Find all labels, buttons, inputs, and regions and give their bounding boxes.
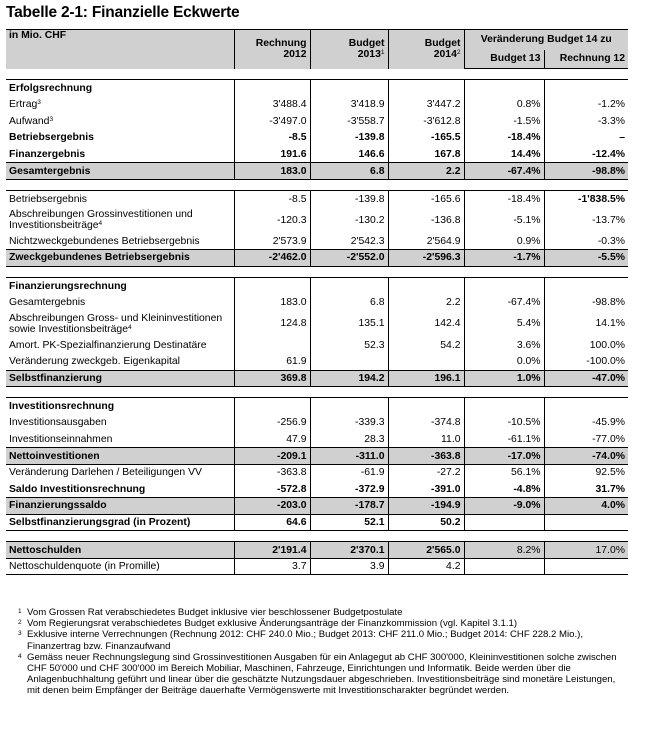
table-row (6, 514, 628, 531)
row-value: 50.2 (388, 514, 464, 531)
table-title: Tabelle 2-1: Finanzielle Eckwerte (6, 4, 240, 21)
row-value: -100.0% (544, 353, 628, 370)
row-value: -1.2% (544, 97, 628, 114)
row-label: Zweckgebundenes Betriebsergebnis (6, 250, 234, 267)
footnote-text: Exklusive interne Verrechnungen (Rechnung 2012: CHF 240.0 Mio.; Budget 2013: CHF 211.0 Mio.; Budget 2014: CHF 228.2 Mio.), Finanzertrag bzw. Finanzaufwand (27, 629, 584, 652)
row-value: -136.8 (388, 207, 464, 233)
row-value: 0.0% (464, 353, 544, 370)
row-value: -372.9 (310, 481, 388, 498)
row-value: -9.0% (464, 498, 544, 515)
section-gap (6, 387, 628, 398)
row-value: -5.5% (544, 250, 628, 267)
row-value: 4.2 (388, 558, 464, 575)
row-value: -3.3% (544, 113, 628, 130)
row-value: -2'552.0 (310, 250, 388, 267)
row-value: -5.1% (464, 207, 544, 233)
row-label: Nichtzweckgebundenes Betriebsergebnis (9, 235, 200, 247)
row-value: -256.9 (234, 415, 310, 432)
footnote-number: 3 (18, 630, 22, 638)
row-value: 2'573.9 (234, 233, 310, 250)
row-value: 14.4% (464, 146, 544, 163)
row-value: -120.3 (234, 207, 310, 233)
row-value: -18.4% (464, 190, 544, 207)
row-value: -374.8 (388, 415, 464, 432)
table-row (6, 190, 628, 207)
row-value: 3'488.4 (234, 97, 310, 114)
row-value: -74.0% (544, 448, 628, 465)
row-value: -178.7 (310, 498, 388, 515)
footnote-number: 1 (18, 608, 22, 615)
row-value: 6.8 (310, 294, 388, 311)
row-value: 3'447.2 (388, 97, 464, 114)
table-row (6, 448, 628, 465)
row-value: 2'191.4 (234, 542, 310, 559)
header-rechnung-2012: Rechnung 2012 (234, 30, 310, 69)
table-row (6, 163, 628, 180)
row-value: 3.7 (234, 558, 310, 575)
row-value: -2'462.0 (234, 250, 310, 267)
row-value: 142.4 (388, 311, 464, 337)
row-value: 194.2 (310, 370, 388, 387)
row-value: -61.9 (310, 464, 388, 481)
row-value: 64.6 (234, 514, 310, 531)
unit-label: in Mio. CHF (6, 30, 234, 69)
row-value: -3'497.0 (234, 113, 310, 130)
row-value: 183.0 (234, 294, 310, 311)
table-row (6, 311, 628, 337)
row-value: 4.0% (544, 498, 628, 515)
section-title: Finanzierungsrechnung (6, 277, 234, 294)
footnote (18, 652, 628, 697)
row-value (234, 337, 310, 354)
header-budget-2014: Budget 2014$^2$ (388, 30, 464, 69)
table-row (6, 370, 628, 387)
row-value: 5.4% (464, 311, 544, 337)
row-value: -3'612.8 (388, 113, 464, 130)
row-value: -209.1 (234, 448, 310, 465)
row-value: -363.8 (388, 448, 464, 465)
row-value: -165.5 (388, 130, 464, 147)
row-value: 61.9 (234, 353, 310, 370)
row-value: 369.8 (234, 370, 310, 387)
section-title: Investitionsrechnung (6, 398, 234, 415)
row-value: 124.8 (234, 311, 310, 337)
header-budget-13: Budget 13 (464, 50, 544, 69)
row-value (544, 514, 628, 531)
row-value: -17.0% (464, 448, 544, 465)
row-value: -1'838.5% (544, 190, 628, 207)
row-value: -363.8 (234, 464, 310, 481)
row-value: 92.5% (544, 464, 628, 481)
table-row (6, 415, 628, 432)
header-rechnung-12: Rechnung 12 (544, 50, 628, 69)
row-value: 167.8 (388, 146, 464, 163)
row-label: Amort. PK-Spezialfinanzierung Destinatäre (9, 339, 207, 351)
footnote-number: 2 (18, 619, 22, 627)
table-row (6, 250, 628, 267)
row-value: -194.9 (388, 498, 464, 515)
row-label: Investitionsausgaben (9, 417, 107, 429)
row-label: Veränderung zweckgeb. Eigenkapital (9, 355, 180, 367)
row-value: 14.1% (544, 311, 628, 337)
table-row (6, 146, 628, 163)
row-value: -139.8 (310, 190, 388, 207)
row-value (464, 558, 544, 575)
table-row (6, 97, 628, 114)
row-value: -0.3% (544, 233, 628, 250)
row-value: 183.0 (234, 163, 310, 180)
row-label: Investitionseinnahmen (9, 433, 113, 445)
header-budget-2013: Budget 2013$^1$ (310, 30, 388, 69)
row-label: Ertrag$^3$ (9, 99, 41, 111)
row-value: 52.1 (310, 514, 388, 531)
section-title-row (6, 277, 628, 294)
table-row (6, 337, 628, 354)
financial-table (6, 29, 628, 575)
row-value: -98.8% (544, 294, 628, 311)
section-title-row (6, 80, 628, 97)
section-gap (6, 531, 628, 542)
table-row (6, 130, 628, 147)
table-row (6, 207, 628, 233)
row-value: 17.0% (544, 542, 628, 559)
row-value: 191.6 (234, 146, 310, 163)
row-label: Selbstfinanzierung (6, 370, 234, 387)
row-label: Abschreibungen Grossinvestitionen und Investitionsbeiträge$^4$ (9, 209, 193, 232)
table-row (6, 431, 628, 448)
row-value: 100.0% (544, 337, 628, 354)
row-label: Finanzergebnis (9, 148, 86, 160)
row-value: -3'558.7 (310, 113, 388, 130)
row-value: 11.0 (388, 431, 464, 448)
row-value: -1.5% (464, 113, 544, 130)
row-value: -18.4% (464, 130, 544, 147)
section-gap (6, 179, 628, 190)
row-value: 54.2 (388, 337, 464, 354)
row-value: 2'542.3 (310, 233, 388, 250)
row-value: -13.7% (544, 207, 628, 233)
row-value: 0.9% (464, 233, 544, 250)
table-row (6, 558, 628, 575)
row-value: -12.4% (544, 146, 628, 163)
section-gap (6, 69, 628, 80)
row-value: 2'370.1 (310, 542, 388, 559)
header-change: Veränderung Budget 14 zu (464, 30, 628, 50)
row-value: – (544, 130, 628, 147)
footnote-number: 4 (18, 652, 22, 660)
section-title: Erfolgsrechnung (6, 80, 234, 97)
table-row (6, 113, 628, 130)
row-value: -2'596.3 (388, 250, 464, 267)
row-value (388, 353, 464, 370)
row-value: 2.2 (388, 294, 464, 311)
footnote-text: Vom Grossen Rat verabschiedetes Budget inklusive vier beschlossener Budgetpostulate (27, 607, 403, 618)
row-value: 2.2 (388, 163, 464, 180)
row-value: 3.9 (310, 558, 388, 575)
row-value: -572.8 (234, 481, 310, 498)
table-row (6, 481, 628, 498)
table-row (6, 353, 628, 370)
row-value: -47.0% (544, 370, 628, 387)
row-label: Aufwand$^3$ (9, 115, 54, 127)
row-value: 56.1% (464, 464, 544, 481)
section-title-row (6, 398, 628, 415)
row-value: 3'418.9 (310, 97, 388, 114)
row-value: -4.8% (464, 481, 544, 498)
row-value: 135.1 (310, 311, 388, 337)
row-value: -8.5 (234, 130, 310, 147)
row-value: -130.2 (310, 207, 388, 233)
row-value: 31.7% (544, 481, 628, 498)
row-value (544, 558, 628, 575)
row-value: -165.6 (388, 190, 464, 207)
row-value: 8.2% (464, 542, 544, 559)
row-label: Veränderung Darlehen / Beteiligungen VV (9, 467, 202, 479)
row-value: -67.4% (464, 294, 544, 311)
row-value: 2'565.0 (388, 542, 464, 559)
table-row (6, 464, 628, 481)
row-value (464, 514, 544, 531)
table-row (6, 542, 628, 559)
row-value: -45.9% (544, 415, 628, 432)
header-row-1 (6, 30, 628, 50)
row-value: -67.4% (464, 163, 544, 180)
footnote (18, 607, 628, 618)
table-row (6, 498, 628, 515)
row-value: -77.0% (544, 431, 628, 448)
row-value: -27.2 (388, 464, 464, 481)
row-value: -61.1% (464, 431, 544, 448)
row-value: -8.5 (234, 190, 310, 207)
row-value: -391.0 (388, 481, 464, 498)
row-value: -98.8% (544, 163, 628, 180)
footnote (18, 629, 628, 651)
section-gap (6, 266, 628, 277)
row-label: Nettoinvestitionen (6, 448, 234, 465)
row-value: 0.8% (464, 97, 544, 114)
row-value: -339.3 (310, 415, 388, 432)
row-value: 3.6% (464, 337, 544, 354)
table-row (6, 233, 628, 250)
row-value: -203.0 (234, 498, 310, 515)
row-label: Nettoschulden (6, 542, 234, 559)
row-label: Gesamtergebnis (9, 297, 86, 309)
footnote (18, 618, 628, 629)
footnote-text: Vom Regierungsrat verabschiedetes Budget exklusive Änderungsanträge der Finanzkommission (vgl. Kapitel 3.1.1) (27, 618, 518, 630)
row-value: 52.3 (310, 337, 388, 354)
row-label: Betriebsergebnis (9, 132, 94, 144)
row-value: 2'564.9 (388, 233, 464, 250)
row-value: 196.1 (388, 370, 464, 387)
row-value: 146.6 (310, 146, 388, 163)
footnote-text: Gemäss neuer Rechnungslegung sind Grossinvestitionen Ausgaben für ein Anlagegut ab CHF 300'000, Kleininvestitionen solche zwischen CHF 50'000 und CHF 300'000 im Bereich Mobiliar, Maschinen, Fahrzeuge, Einrichtungen und Informatik. Beide werden über die Anlagenbuchhaltung geführt und linear über die geschätzte Nutzungsdauer abgeschrieben. Investitionsbeiträge sind monetäre Leistungen, mit denen beim Empfänger der Beiträge dauerhafte Vermögenswerte mit Investitionscharakter begründet werden. (27, 651, 617, 697)
row-label: Gesamtergebnis (6, 163, 234, 180)
row-value (310, 353, 388, 370)
row-label: Finanzierungssaldo (6, 498, 234, 515)
table-row (6, 294, 628, 311)
footnotes (18, 607, 628, 697)
row-value: 28.3 (310, 431, 388, 448)
row-value: -139.8 (310, 130, 388, 147)
row-label: Nettoschuldenquote (in Promille) (6, 558, 234, 575)
row-label: Betriebsergebnis (6, 190, 234, 207)
row-label: Saldo Investitionsrechnung (9, 483, 146, 495)
row-value: 6.8 (310, 163, 388, 180)
row-value: -311.0 (310, 448, 388, 465)
row-value: 47.9 (234, 431, 310, 448)
row-value: -10.5% (464, 415, 544, 432)
row-value: 1.0% (464, 370, 544, 387)
row-value: -1.7% (464, 250, 544, 267)
row-label: Selbstfinanzierungsgrad (in Prozent) (6, 514, 234, 531)
row-label: Abschreibungen Gross- und Kleininvestitionen sowie Investitionsbeiträge$^4$ (9, 312, 223, 335)
